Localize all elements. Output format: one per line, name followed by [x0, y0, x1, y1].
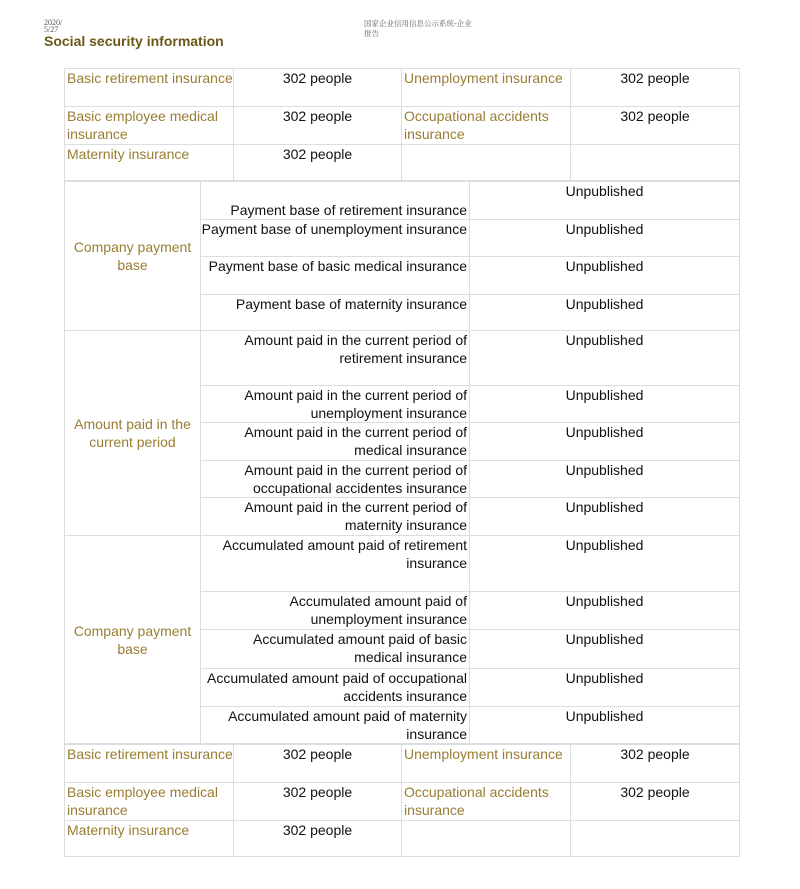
- table-row: [65, 182, 740, 220]
- item-value: Unpublished: [470, 220, 740, 257]
- insurance-type-label: Occupational accidents insurance: [402, 107, 571, 145]
- insured-count-value: [571, 821, 740, 857]
- insured-count-value: [571, 145, 740, 181]
- insured-count-value: 302 people: [571, 69, 740, 107]
- item-name: Accumulated amount paid of occupational accidents insurance: [201, 669, 470, 707]
- item-value: Unpublished: [470, 707, 740, 744]
- item-value: Unpublished: [470, 592, 740, 630]
- item-name: Payment base of maternity insurance: [201, 295, 470, 331]
- item-name: Amount paid in the current period of medical insurance: [201, 423, 470, 461]
- insurance-type-label: Basic employee medical insurance: [65, 107, 234, 145]
- insurance-type-label: Basic retirement insurance: [65, 745, 234, 783]
- item-value: Unpublished: [470, 295, 740, 331]
- group-label-payment-base: Company payment base: [65, 182, 201, 331]
- table-row: [65, 69, 740, 107]
- group-label-current-period: Amount paid in the current period: [65, 331, 201, 536]
- system-header-note-line1: 国家企业信用信息公示系统-企业: [364, 19, 472, 28]
- insured-count-value: 302 people: [234, 821, 402, 857]
- insured-count-value: 302 people: [234, 69, 402, 107]
- item-name: Accumulated amount paid of unemployment insurance: [201, 592, 470, 630]
- insured-count-table-bottom: [64, 744, 740, 857]
- item-name: Accumulated amount paid of retirement insurance: [201, 536, 470, 592]
- item-name: Amount paid in the current period of occupational accidentes insurance: [201, 461, 470, 498]
- insurance-type-label: [402, 145, 571, 181]
- item-name: Accumulated amount paid of basic medical insurance: [201, 630, 470, 669]
- contribution-table: [64, 181, 740, 744]
- item-name: Amount paid in the current period of retirement insurance: [201, 331, 470, 386]
- insured-count-value: 302 people: [571, 107, 740, 145]
- insurance-type-label: Maternity insurance: [65, 145, 234, 181]
- table-row: [65, 331, 740, 386]
- table-row: [65, 783, 740, 821]
- system-header-note-line2: 报告: [364, 29, 379, 38]
- insured-count-value: 302 people: [234, 145, 402, 181]
- insurance-type-label: [402, 821, 571, 857]
- item-name: Amount paid in the current period of unemployment insurance: [201, 386, 470, 423]
- insurance-type-label: Unemployment insurance: [402, 69, 571, 107]
- item-name: Payment base of unemployment insurance: [201, 220, 470, 257]
- item-value: Unpublished: [470, 386, 740, 423]
- item-value: Unpublished: [470, 536, 740, 592]
- system-header-note: [364, 19, 472, 39]
- table-row: [65, 536, 740, 592]
- item-value: Unpublished: [470, 630, 740, 669]
- item-value: Unpublished: [470, 331, 740, 386]
- item-value: Unpublished: [470, 669, 740, 707]
- insurance-type-label: Occupational accidents insurance: [402, 783, 571, 821]
- insured-count-table-top: [64, 68, 740, 181]
- table-row: [65, 145, 740, 181]
- insurance-type-label: Basic employee medical insurance: [65, 783, 234, 821]
- table-row: [65, 107, 740, 145]
- insurance-type-label: Basic retirement insurance: [65, 69, 234, 107]
- item-value: Unpublished: [470, 257, 740, 295]
- group-label-accumulated: Company payment base: [65, 536, 201, 744]
- item-name: Payment base of retirement insurance: [201, 182, 470, 220]
- item-name: Payment base of basic medical insurance: [201, 257, 470, 295]
- item-value: Unpublished: [470, 498, 740, 536]
- report-date: [44, 19, 62, 33]
- insured-count-value: 302 people: [571, 783, 740, 821]
- item-name: Amount paid in the current period of maternity insurance: [201, 498, 470, 536]
- page-title: Social security information: [44, 33, 224, 49]
- report-date-line1: 2020/: [44, 18, 63, 27]
- insured-count-value: 302 people: [234, 107, 402, 145]
- item-name: Accumulated amount paid of maternity insurance: [201, 707, 470, 744]
- table-row: [65, 821, 740, 857]
- item-value: Unpublished: [470, 182, 740, 220]
- insurance-type-label: Unemployment insurance: [402, 745, 571, 783]
- insured-count-value: 302 people: [571, 745, 740, 783]
- item-value: Unpublished: [470, 461, 740, 498]
- insured-count-value: 302 people: [234, 745, 402, 783]
- item-value: Unpublished: [470, 423, 740, 461]
- report-date-line2: 5/27: [44, 25, 59, 34]
- insured-count-value: 302 people: [234, 783, 402, 821]
- table-row: [65, 745, 740, 783]
- insurance-type-label: Maternity insurance: [65, 821, 234, 857]
